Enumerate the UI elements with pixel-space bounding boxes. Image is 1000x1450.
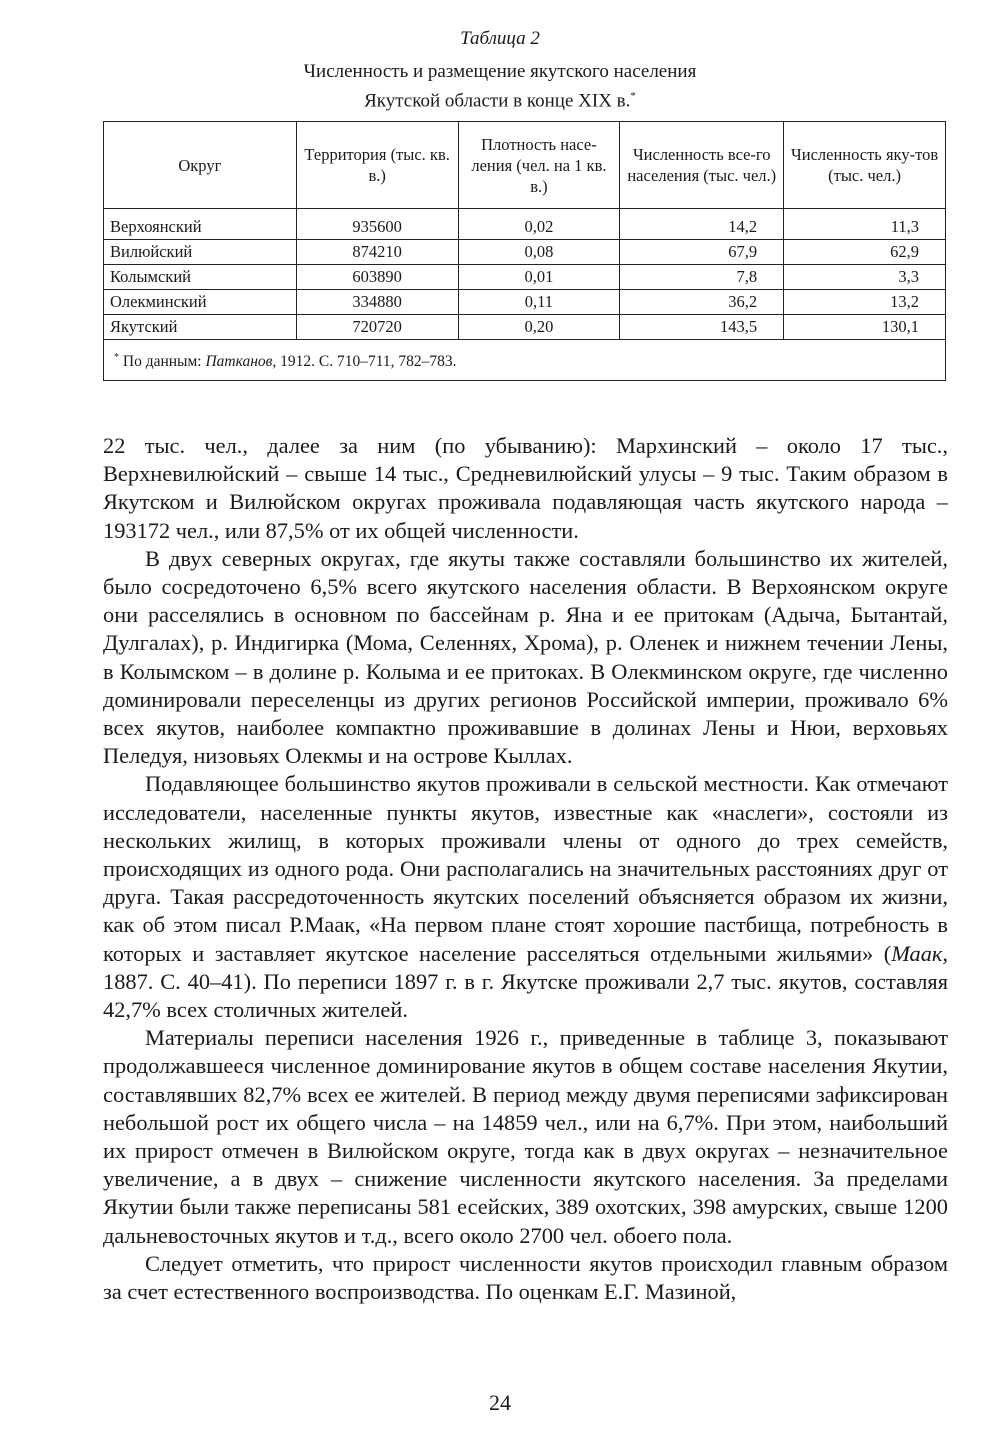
- table-title-footnote-mark: *: [630, 90, 636, 102]
- table-row: [104, 315, 946, 340]
- cell-territory: 874210: [296, 240, 458, 265]
- page-number: 24: [489, 1390, 511, 1415]
- cell-total-population: 67,9: [620, 240, 784, 265]
- cell-density: 0,08: [458, 240, 620, 265]
- cell-district: Олекминский: [104, 290, 297, 315]
- cell-total-population: 14,2: [620, 209, 784, 240]
- cell-density: 0,02: [458, 209, 620, 240]
- table-label: Таблица 2: [460, 28, 540, 49]
- table-row: [104, 209, 946, 240]
- paragraph-2: В двух северных округах, где якуты также составляли большинство их жителей, было сосредоточено 6,5% всего якутского населения области. В Верхоянском округе они расселялись в основном по бассейнам р. Яна и ее притокам (Адыча, Бытантай, Дулгалах), р. Индигирка (Мома, Селеннях, Хрома), р. Оленек и нижнем течении Лены, в Колымском – в долине р. Колыма и ее притоках. В Олекминском округе, где численно доминировали переселенцы из других регионов Российской империи, проживало 6% всех якутов, наиболее компактно проживавшие в долинах Лены и Нюи, верховьях Пеледуя, низовьях Олекмы и на острове Кыллах.: [103, 545, 948, 769]
- header-density: Плотность насе-ления (чел. на 1 кв. в.): [458, 122, 620, 209]
- cell-density: 0,11: [458, 290, 620, 315]
- cell-total-population: 36,2: [620, 290, 784, 315]
- table-note-row: [104, 340, 946, 381]
- cell-yakut-population: 3,3: [784, 265, 946, 290]
- cell-yakut-population: 13,2: [784, 290, 946, 315]
- cell-district: Вилюйский: [104, 240, 297, 265]
- note-author: Патканов: [205, 353, 273, 371]
- cell-territory: 935600: [296, 209, 458, 240]
- header-territory: Территория (тыс. кв. в.): [296, 122, 458, 209]
- header-total-population: Численность все-го населения (тыс. чел.): [620, 122, 784, 209]
- table-row: [104, 240, 946, 265]
- paragraph-4: Материалы переписи населения 1926 г., приведенные в таблице 3, показывают продолжавшееся численное доминирование якутов в общем составе населения Якутии, составлявших 82,7% всех ее жителей. В период между двумя переписями зафиксирован небольшой рост их общего числа – на 14859 чел., или на 6,7%. При этом, наибольший их прирост отмечен в Вилюйском округе, тогда как в двух округах – незначительное увеличение, а в двух – снижение численности якутского населения. За пределами Якутии были также переписаны 581 есейских, 389 охотских, 398 амурских, свыше 1200 дальневосточных якутов и т.д., всего около 2700 чел. обоего пола.: [103, 1025, 948, 1248]
- note-rest: , 1912. С. 710–711, 782–783.: [272, 353, 457, 371]
- cell-territory: 720720: [296, 315, 458, 340]
- table-row: [104, 290, 946, 315]
- table-title-line2: Якутской области в конце XIX в.: [364, 90, 631, 112]
- table-source-note: [104, 340, 946, 381]
- cell-density: 0,01: [458, 265, 620, 290]
- table-row: [104, 265, 946, 290]
- table-header-row: [104, 122, 946, 209]
- cell-district: Колымский: [104, 265, 297, 290]
- cell-yakut-population: 11,3: [784, 209, 946, 240]
- header-yakut-population: Численность яку-тов (тыс. чел.): [784, 122, 946, 209]
- cell-district: Верхоянский: [104, 209, 297, 240]
- paragraph-1: 22 тыс. чел., далее за ним (по убыванию): Мархинский – около 17 тыс., Верхневилюйский – свыше 14 тыс., Средневилюйский улусы – 9 тыс. Таким образом в Якутском и Вилюйском округах проживала подавляющая часть якутского народа – 193172 чел., или 87,5% от их общей численности.: [103, 433, 948, 543]
- paragraph-3: [103, 770, 948, 1024]
- cell-density: 0,20: [458, 315, 620, 340]
- population-table: [103, 121, 946, 381]
- citation-maak: Маак,: [891, 940, 948, 966]
- paragraph-3-part-a: Подавляющее большинство якутов проживали в сельской местности. Как отмечают исследователи, населенные пункты якутов, известные как «наслеги», состояли из нескольких жилищ, в которых проживали члены от одного до трех семейств, происходящих из одного рода. Они располагались на значительных расстояниях друг от друга. Такая рассредоточенность якутских поселений объясняется образом их жизни, как об этом писал Р.Маак, «На первом плане стоят хорошие пастбища, потребность в которых и заставляет якутское население расселяться отдельными жильями» (: [103, 771, 948, 966]
- cell-district: Якутский: [104, 315, 297, 340]
- note-prefix: По данным:: [122, 353, 206, 371]
- cell-territory: 603890: [296, 265, 458, 290]
- header-district: Округ: [104, 122, 297, 209]
- paragraph-3-part-b: 1887. С. 40–41). По переписи 1897 г. в г. Якутске проживали 2,7 тыс. якутов, составляя 42,7% всех столичных жителей.: [103, 968, 948, 1023]
- cell-total-population: 7,8: [620, 265, 784, 290]
- note-mark: *: [114, 351, 119, 363]
- cell-yakut-population: 130,1: [784, 315, 946, 340]
- paragraph-5: Следует отметить, что прирост численности якутов происходил главным образом за счет естественного воспроизводства. По оценкам Е.Г. Мазиной,: [103, 1250, 948, 1305]
- body-text: [103, 432, 948, 1306]
- table-title-line1: Численность и размещение якутского населения: [303, 61, 697, 82]
- cell-total-population: 143,5: [620, 315, 784, 340]
- table-title: [0, 60, 1000, 113]
- cell-yakut-population: 62,9: [784, 240, 946, 265]
- cell-territory: 334880: [296, 290, 458, 315]
